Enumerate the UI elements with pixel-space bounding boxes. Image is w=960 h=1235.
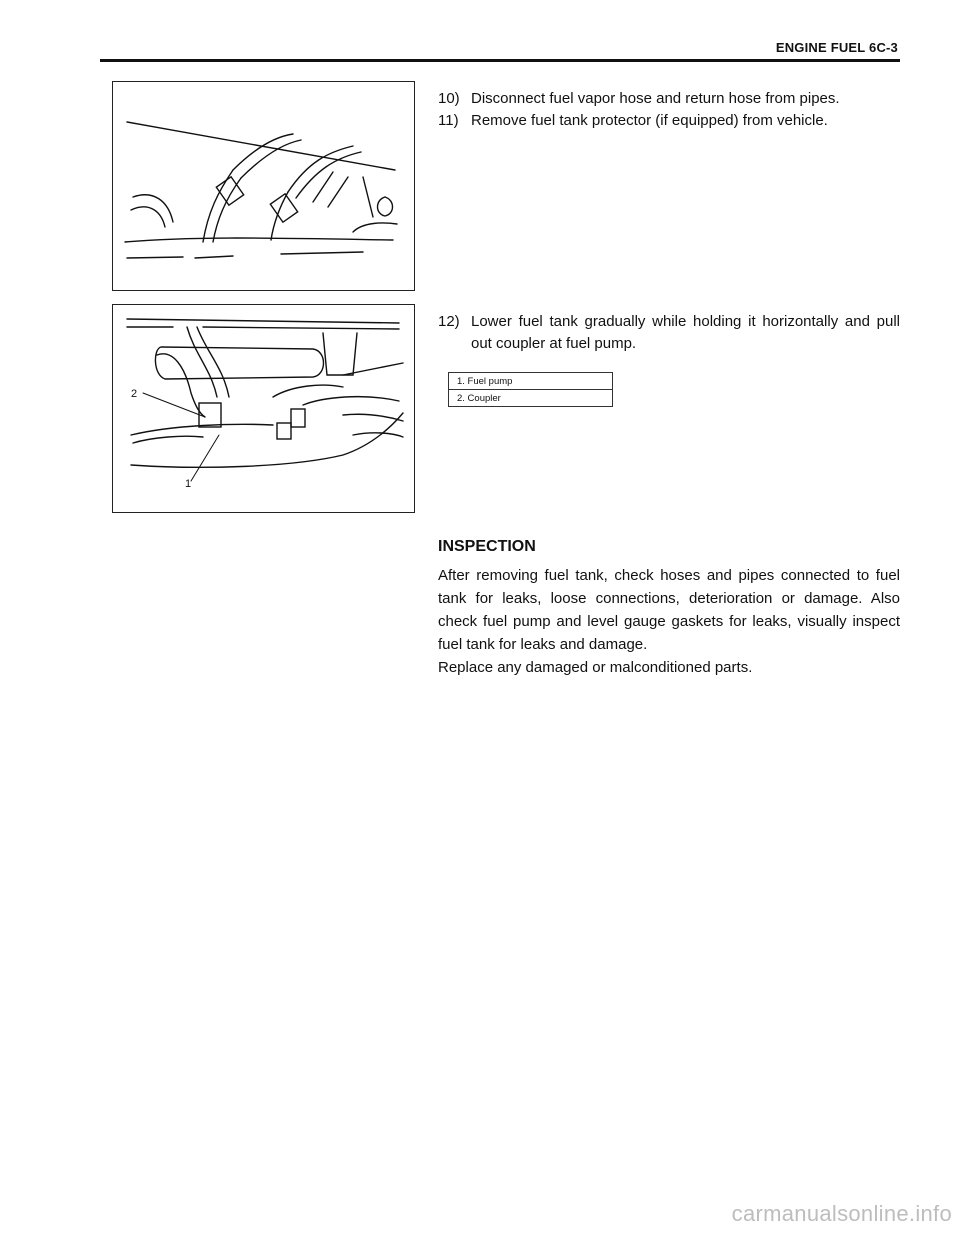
step-11 <box>438 110 900 132</box>
step-12 <box>438 311 900 355</box>
watermark-text: carmanualsonline.info <box>731 1201 952 1226</box>
step-number: 11) <box>438 112 459 129</box>
legend-item: 1. Fuel pump <box>449 373 613 390</box>
callout-1: 1 <box>185 478 192 490</box>
callout-2: 2 <box>131 388 138 400</box>
step-number: 10) <box>438 90 460 107</box>
coupler-line-drawing <box>113 305 414 512</box>
figure-coupler-illustration <box>112 304 415 513</box>
step-text: Disconnect fuel vapor hose and return hose from pipes. <box>471 90 840 107</box>
legend-row <box>449 373 613 390</box>
figure-hoses-illustration <box>112 81 415 291</box>
step-text: Lower fuel tank gradually while holding it horizontally and pull out coupler at fuel pump. <box>471 313 900 352</box>
legend-item: 2. Coupler <box>449 390 613 407</box>
step-text: Remove fuel tank protector (if equipped) from vehicle. <box>471 112 828 129</box>
inspection-heading: INSPECTION <box>438 538 536 555</box>
legend-row <box>449 390 613 407</box>
inspection-body <box>438 564 900 679</box>
page-header-title: ENGINE FUEL 6C-3 <box>775 40 898 55</box>
inspection-paragraph: Replace any damaged or malconditioned parts. <box>438 659 753 676</box>
header-rule <box>100 59 900 62</box>
step-number: 12) <box>438 313 460 330</box>
hoses-line-drawing <box>113 82 414 290</box>
inspection-paragraph: After removing fuel tank, check hoses and pipes connected to fuel tank for leaks, loose connections, deterioration or damage. Also check fuel pump and level gauge gaskets for leaks, visually inspect fuel tank for leaks and damage. <box>438 567 900 653</box>
step-10 <box>438 88 900 110</box>
parts-legend-table <box>448 372 613 407</box>
